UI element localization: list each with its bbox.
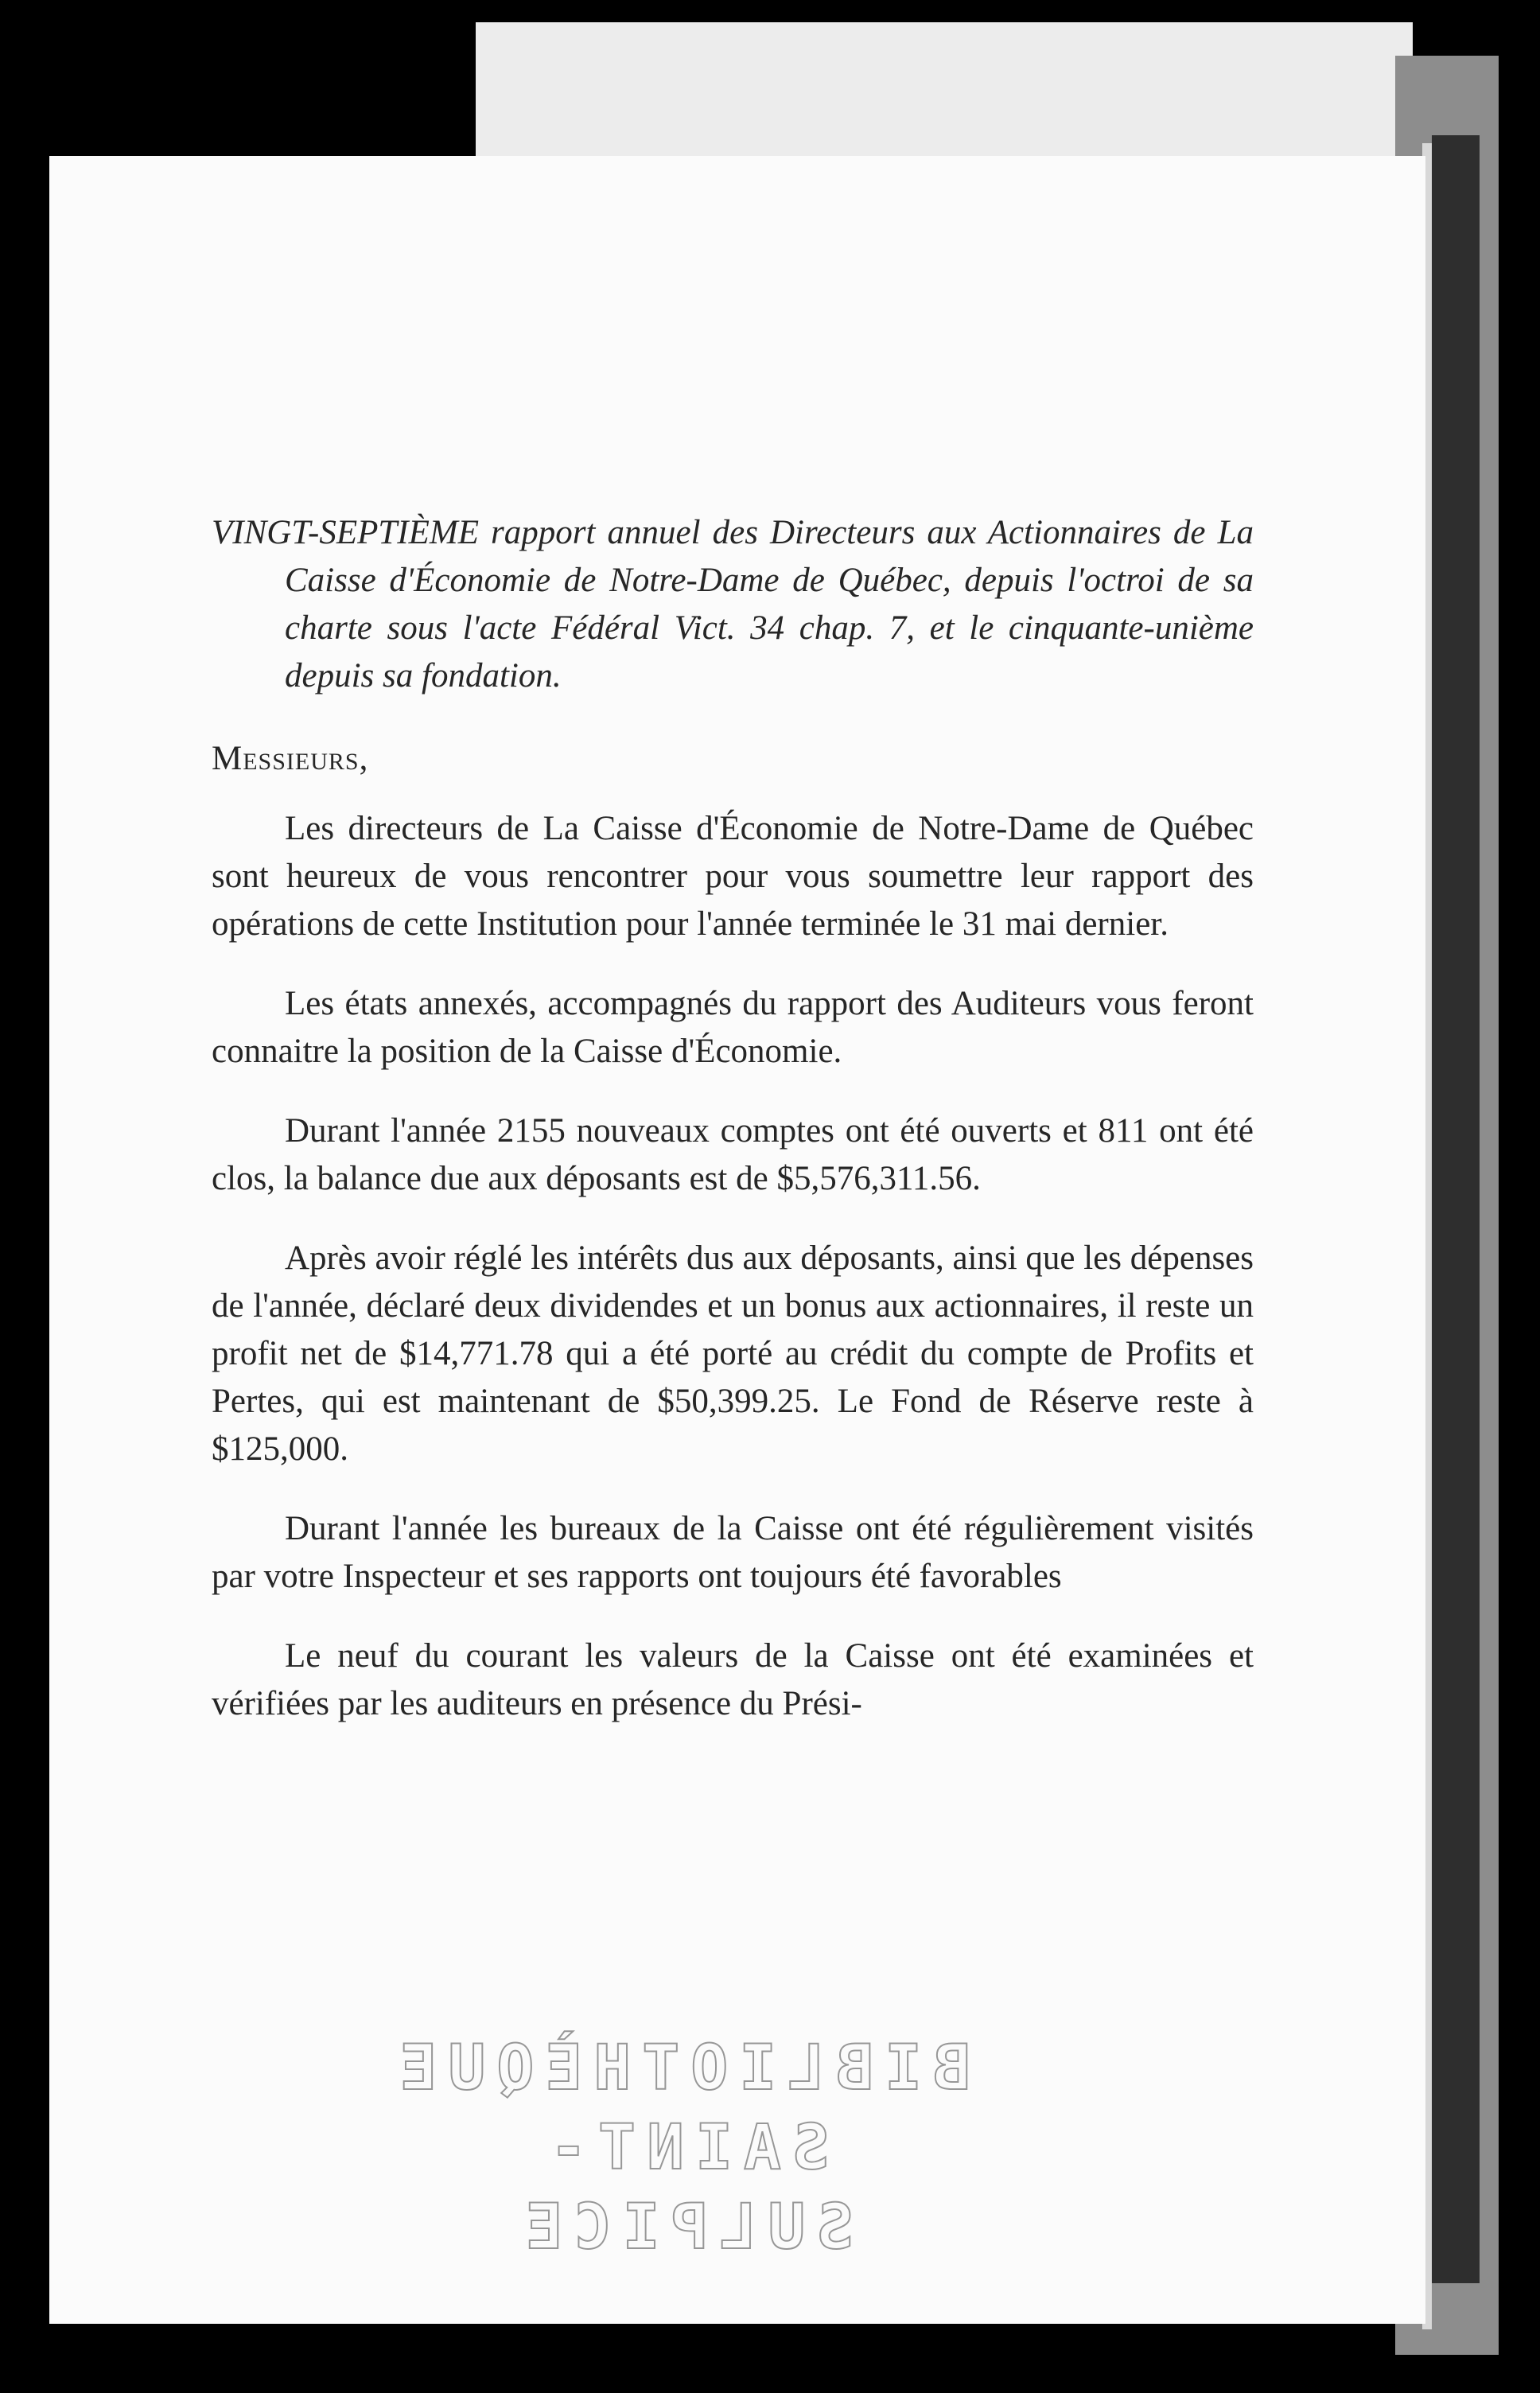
paragraph: Le neuf du courant les valeurs de la Caisse ont été examinées et vérifiées par les auditeurs en présence du Prési-: [212, 1637, 1254, 1722]
paragraph: Les directeurs de La Caisse d'Économie de Notre-Dame de Québec sont heureux de vous rencontrer pour vous soumettre leur rapport des opérations de cette Institution pour l'année terminée le 31 mai dernier.: [212, 810, 1254, 943]
paragraph: Durant l'année 2155 nouveaux comptes ont été ouverts et 811 ont été clos, la balance due aux déposants est de $5,576,311.56.: [212, 1112, 1254, 1197]
stamp-line: BIBLIOTHÈQUE: [388, 2033, 970, 2104]
salutation: Messieurs,: [212, 740, 369, 777]
library-perforation-stamp: [388, 2029, 970, 2267]
stamp-line: SAINT-SULPICE: [514, 2112, 854, 2263]
report-text: [212, 509, 1254, 1728]
paragraph: Durant l'année les bureaux de la Caisse ont été régulièrement visités par votre Inspecteur et ses rapports ont toujours été favorables: [212, 1510, 1254, 1595]
report-heading: VINGT-SEPTIÈME rapport annuel des Directeurs aux Actionnaires de La Caisse d'Économie de Notre-Dame de Québec, depuis l'octroi de sa charte sous l'acte Fédéral Vict. 34 chap. 7, et le cinquante-unième depuis sa fondation.: [212, 514, 1254, 695]
paragraph: Les états annexés, accompagnés du rapport des Auditeurs vous feront connaitre la position de la Caisse d'Économie.: [212, 985, 1254, 1070]
paragraph: Après avoir réglé les intérêts dus aux déposants, ainsi que les dépenses de l'année, déclaré deux dividendes et un bonus aux actionnaires, il reste un profit net de $14,771.78 qui a été porté au crédit du compte de Profits et Pertes, qui est maintenant de $50,399.25. Le Fond de Réserve reste à $125,000.: [212, 1239, 1254, 1468]
binding-shadow: [1432, 135, 1480, 2283]
